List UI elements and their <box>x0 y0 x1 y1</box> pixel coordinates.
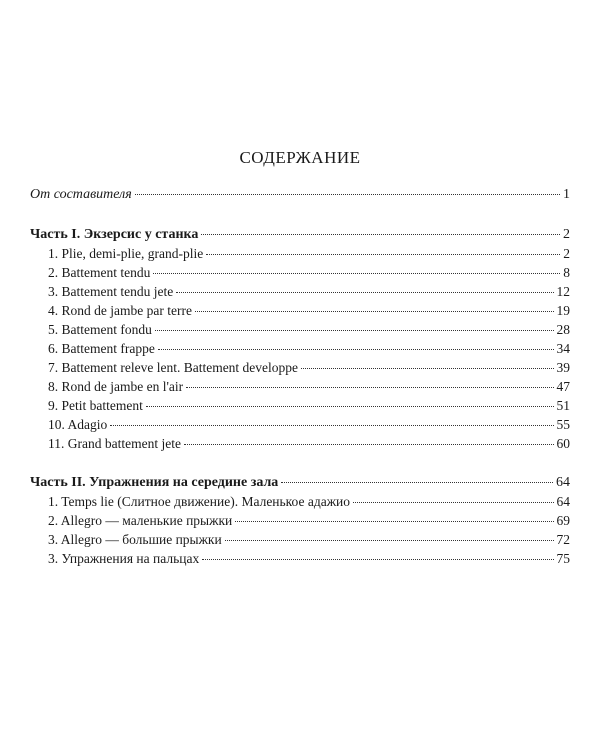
dot-leader <box>353 502 554 503</box>
toc-item[interactable] <box>48 378 570 396</box>
toc-item[interactable] <box>48 435 570 453</box>
toc-page-number: 55 <box>556 417 570 432</box>
dot-leader <box>155 330 554 331</box>
toc-item[interactable] <box>48 359 570 377</box>
toc-entry-label: 4. Rond de jambe par terre <box>48 303 192 318</box>
toc-page-number: 60 <box>556 436 570 451</box>
toc-page-number: 51 <box>556 398 570 413</box>
toc-page-number: 64 <box>556 475 570 490</box>
toc-item[interactable] <box>48 340 570 358</box>
toc-page-number: 2 <box>563 246 570 261</box>
dot-leader <box>135 194 560 195</box>
toc-part-2[interactable] <box>30 474 570 492</box>
dot-leader <box>146 406 554 407</box>
dot-leader <box>176 292 553 293</box>
toc-page-number: 72 <box>556 532 570 547</box>
toc-page-number: 2 <box>563 227 570 242</box>
page-title: СОДЕРЖАНИЕ <box>239 148 361 167</box>
toc-item[interactable] <box>48 512 570 530</box>
toc-entry-label: 9. Petit battement <box>48 398 143 413</box>
toc-page-number: 19 <box>556 303 570 318</box>
toc-entry-intro[interactable] <box>30 186 570 204</box>
toc-item[interactable] <box>48 531 570 549</box>
dot-leader <box>184 444 554 445</box>
toc-entry-label: 5. Battement fondu <box>48 322 152 337</box>
toc-entry-label: 8. Rond de jambe en l'air <box>48 379 184 394</box>
toc-item[interactable] <box>48 245 570 263</box>
dot-leader <box>235 521 553 522</box>
toc-entry-label: 3. Упражнения на пальцах <box>48 551 200 566</box>
toc-entry-label: 2. Allegro — маленькие прыжки <box>48 513 233 528</box>
toc-page-number: 69 <box>556 513 570 528</box>
toc-page-number: 39 <box>556 360 570 375</box>
toc-entry-label: 3. Battement tendu jete <box>48 284 174 299</box>
toc-item[interactable] <box>48 321 570 339</box>
dot-leader <box>301 368 553 369</box>
dot-leader <box>195 311 554 312</box>
dot-leader <box>186 387 553 388</box>
toc-entry-label: 6. Battement frappe <box>48 341 155 356</box>
toc-page-number: 34 <box>556 341 570 356</box>
toc-page-number: 8 <box>563 265 570 280</box>
toc-item[interactable] <box>48 416 570 434</box>
toc-entry-label: 1. Plie, demi-plie, grand-plie <box>48 246 204 261</box>
toc-entry-label: Часть I. Экзерсис у станка <box>30 227 199 242</box>
dot-leader <box>153 273 560 274</box>
toc-entry-label: 1. Temps lie (Слитное движение). Маленькое адажио <box>48 494 350 509</box>
toc-page-number: 1 <box>563 187 570 202</box>
dot-leader <box>202 559 553 560</box>
toc-page-number: 28 <box>556 322 570 337</box>
toc-entry-label: Часть II. Упражнения на середине зала <box>30 475 279 490</box>
toc-entry-label: 2. Battement tendu <box>48 265 151 280</box>
toc-entry-label: 7. Battement releve lent. Battement developpe <box>48 360 299 375</box>
dot-leader <box>110 425 553 426</box>
dot-leader <box>158 349 554 350</box>
dot-leader <box>225 540 554 541</box>
toc-page-number: 12 <box>556 284 570 299</box>
toc-entry-label: От составителя <box>30 187 132 202</box>
toc-item[interactable] <box>48 264 570 282</box>
toc-page-number: 64 <box>556 494 570 509</box>
toc-page-number: 75 <box>556 551 570 566</box>
dot-leader <box>281 482 553 483</box>
dot-leader <box>206 254 560 255</box>
toc-item[interactable] <box>48 302 570 320</box>
toc-page-number: 47 <box>556 379 570 394</box>
toc-item[interactable] <box>48 493 570 511</box>
dot-leader <box>201 234 560 235</box>
toc-entry-label: 10. Adagio <box>48 417 108 432</box>
toc-entry-label: 11. Grand battement jete <box>48 436 181 451</box>
toc-item[interactable] <box>48 283 570 301</box>
toc-item[interactable] <box>48 550 570 568</box>
toc-item[interactable] <box>48 397 570 415</box>
toc-entry-label: 3. Allegro — большие прыжки <box>48 532 222 547</box>
toc-part-1[interactable] <box>30 226 570 244</box>
